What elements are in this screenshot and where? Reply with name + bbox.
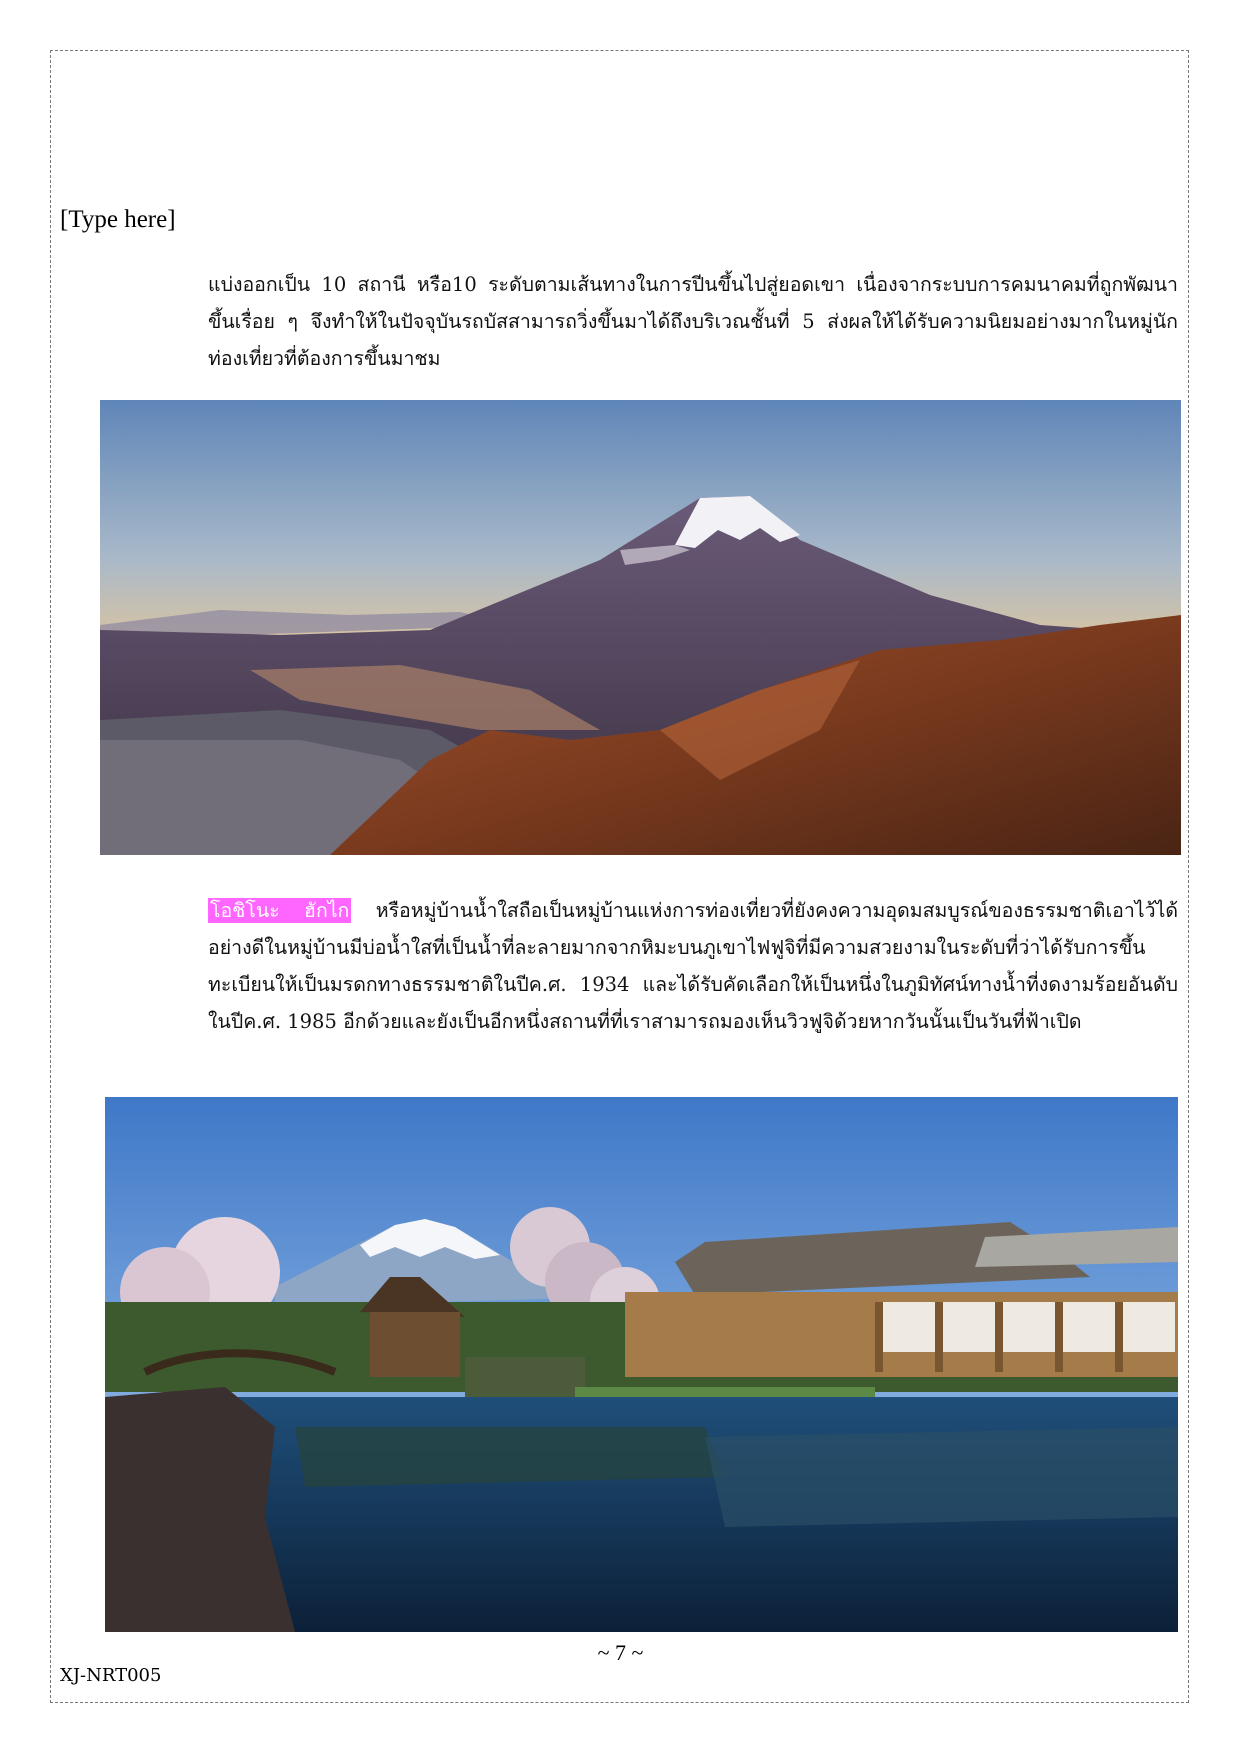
- header-placeholder: [Type here]: [60, 206, 176, 233]
- paragraph-1: แบ่งออกเป็น 10 สถานี หรือ10 ระดับตามเส้นทางในการปีนขึ้นไปสู่ยอดเขา เนื่องจากระบบการคมนาคมที่ถูกพัฒนาขึ้นเรื่อย ๆ จึงทำให้ในปัจจุบันรถบัสสามารถวิ่งขึ้นมาได้ถึงบริเวณชั้นที่ 5 ส่งผลให้ได้รับความนิยมอย่างมากในหมู่นักท่องเที่ยวที่ต้องการขึ้นมาชม: [208, 273, 1178, 370]
- page-number: ~ 7 ~: [597, 1640, 644, 1665]
- oshino-hakkai-village-photo: [105, 1097, 1178, 1632]
- place-name-highlight: โอชิโนะ ฮักไก: [210, 899, 350, 922]
- document-code: XJ-NRT005: [60, 1665, 162, 1686]
- paragraph-2: [208, 892, 1178, 1040]
- paragraph-2-text: หรือหมู่บ้านน้ำใสถือเป็นหมู่บ้านแห่งการท่องเที่ยวที่ยังคงความอุดมสมบูรณ์ของธรรมชาติเอาไว้ได้อย่างดีในหมู่บ้านมีบ่อน้ำใสที่เป็นน้ำที่ละลายมากจากหิมะบนภูเขาไฟฟูจิที่มีความสวยงามในระดับที่ว่าได้รับการขึ้นทะเบียนให้เป็นมรดกทางธรรมชาติในปีค.ศ. 1934 และได้รับคัดเลือกให้เป็นหนึ่งในภูมิทัศน์ทางน้ำที่งดงามร้อยอันดับในปีค.ศ. 1985 อีกด้วยและยังเป็นอีกหนึ่งสถานที่ที่เราสามารถมองเห็นวิวฟูจิด้วยหากวันนั้นเป็นวันที่ฟ้าเปิด: [208, 899, 1179, 1033]
- mount-fuji-sunrise-photo: [100, 400, 1181, 855]
